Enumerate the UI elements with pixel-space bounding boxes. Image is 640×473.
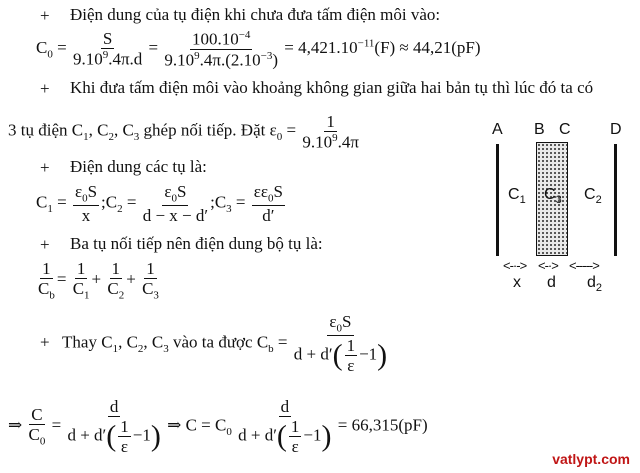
watermark: vatlypt.com bbox=[552, 451, 630, 467]
plate-label-d: D bbox=[610, 121, 622, 138]
equation-final: ⇒ $\frac{C}{C_0}$ = d d + d′( $\frac{1}{\varepsilon}$ −1) ⇒ $C = C_0$ d d + d′( $\frac{1}{\varepsilon}$ −1) = 66,315(pF) bbox=[8, 397, 428, 456]
final-result: = 66,315(pF) bbox=[337, 415, 428, 435]
bullet: + bbox=[40, 6, 50, 25]
cap-label-c2: $C_2$ bbox=[584, 186, 602, 207]
dim-label-d: d bbox=[547, 274, 556, 291]
cap-label-c3: $C_3$ bbox=[544, 186, 562, 207]
text-line-5: Điện dung các tụ là: bbox=[70, 157, 207, 176]
text-line-1: Điện dung của tụ điện khi chưa đưa tấm điện môi vào: bbox=[70, 5, 441, 24]
bullet: + bbox=[40, 158, 50, 177]
dim-arrow-d: <-·> bbox=[538, 258, 558, 273]
plate-a bbox=[496, 144, 499, 256]
plate-label-b: B bbox=[534, 121, 545, 138]
c0-result: = 4,421.10 bbox=[284, 38, 358, 58]
text-line-3: Khi đưa tấm điện môi vào khoảng không gian giữa hai bản tụ thì lúc đó ta có bbox=[70, 78, 594, 97]
dim-label-d2: $d_2$ bbox=[587, 274, 603, 295]
bullet: + bbox=[40, 79, 50, 98]
cap-label-c1: $C_1$ bbox=[508, 186, 526, 207]
plate-d bbox=[614, 144, 617, 256]
plate-label-a: A bbox=[492, 121, 503, 138]
equation-c0: $C_0$ = $\frac{S}{9.10^9.4\pi.d}$ = $\frac{100.10^{-4}}{9.10^9.4\pi.(2.10^{-3})}$ = $4,421.10^{-11}(F) \approx 44,21(pF)$ bbox=[36, 29, 481, 70]
equation-series: $\frac{1}{C_b}$ = $\frac{1}{C_1}$ + $\frac{1}{C_2}$ + $\frac{1}{C_3}$ bbox=[38, 259, 159, 302]
text-line-4: 3 tụ điện $C_1$, $C_2$, $C_3$ ghép nối tiếp. Đặt $\varepsilon_0$ = $\frac{1}{9.10^9.4\pi}$ bbox=[8, 112, 359, 152]
plate-label-c: C bbox=[559, 121, 571, 138]
equation-cb: + Thay $C_1$, $C_2$, $C_3$ vào ta được $C_b$ = $\varepsilon_0S$ d + d′( $\frac{1}{\varepsilon}$ −1) bbox=[40, 312, 388, 376]
c0-result-unit: (F) ≈ 44,21(pF) bbox=[374, 38, 481, 58]
dim-label-x: x bbox=[513, 274, 521, 291]
text-line-7: Ba tụ nối tiếp nên điện dung bộ tụ là: bbox=[70, 234, 323, 253]
dim-arrow-x: <-·-> bbox=[503, 258, 527, 273]
bullet: + bbox=[40, 235, 50, 254]
equation-capacitors: $C_1$ = $\frac{\varepsilon_0S}{x}$ $;C_2$ = $\frac{\varepsilon_0S}{d - x - d'}$ $;C_3$ = $\frac{\varepsilon\varepsilon_0S}{d'}$ bbox=[36, 182, 284, 226]
dim-arrow-d2: <-----> bbox=[569, 258, 599, 273]
